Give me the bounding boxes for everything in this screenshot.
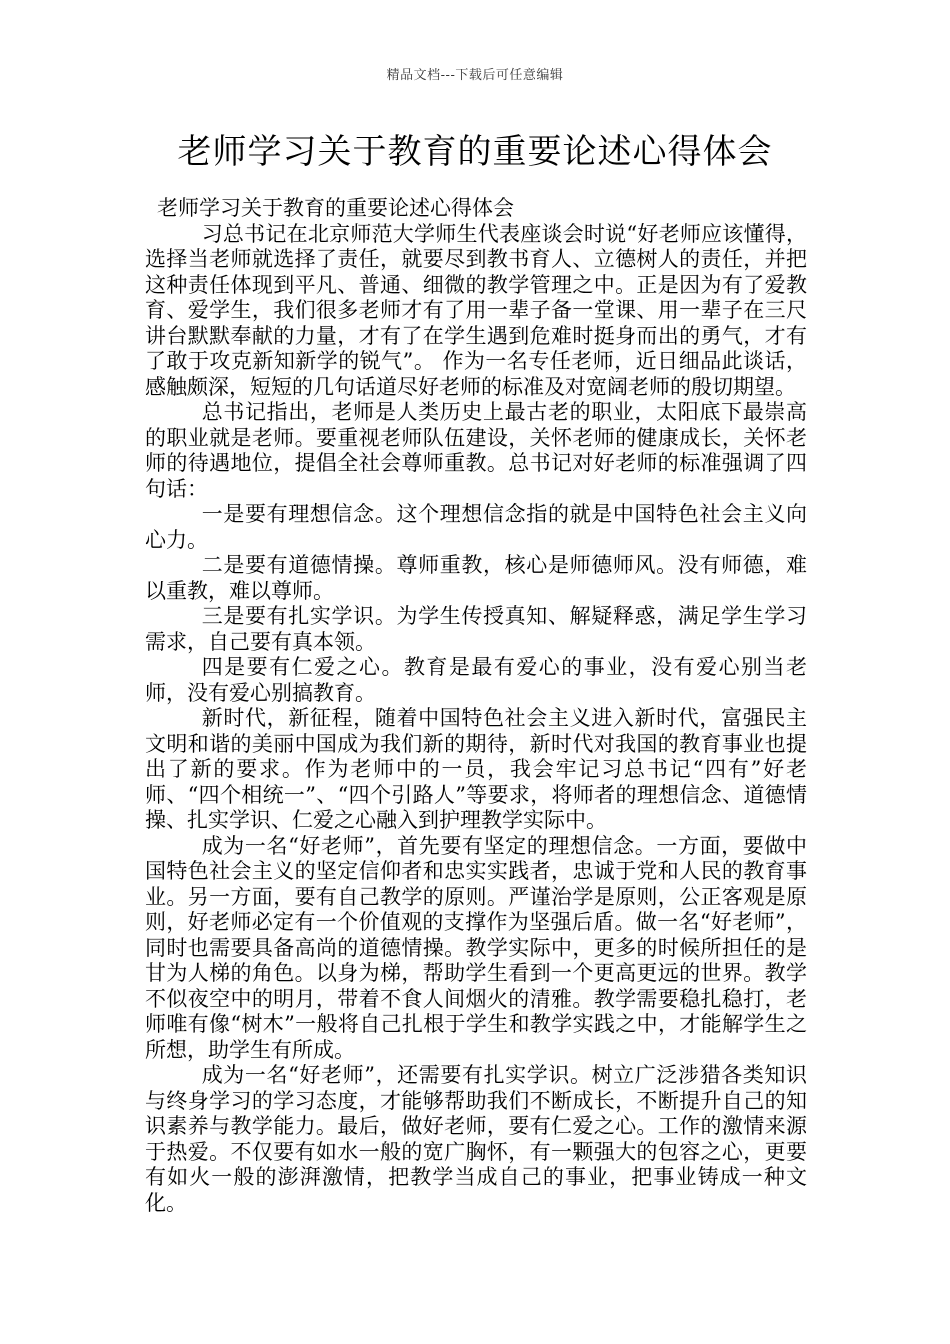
paragraph: 四是要有仁爱之心。教育是最有爱心的事业，没有爱心别当老师，没有爱心别搞教育。 (145, 655, 807, 705)
paragraph: 习总书记在北京师范大学师生代表座谈会时说“好老师应该懂得，选择当老师就选择了责任，就要尽到教书育人、立德树人的责任，并把这种责任体现到平凡、普通、细微的教学管理之中。正是因为有了爱教育、爱学生，我们很多老师才有了用一辈子备一堂课、用一辈子在三尺讲台默默奉献的力量，才有了在学生遇到危难时挺身而出的勇气，才有了敢于攻克新知新学的锐气”。 作为一名专任老师，近日细品此谈话，感触颇深，短短的几句话道尽好老师的标准及对宽阔老师的殷切期望。 (145, 221, 807, 399)
document-body (145, 196, 807, 1216)
paragraph: 二是要有道德情操。尊师重教，核心是师德师风。没有师德，难以重教，难以尊师。 (145, 553, 807, 603)
paragraph: 总书记指出，老师是人类历史上最古老的职业，太阳底下最崇高的职业就是老师。要重视老师队伍建设，关怀老师的健康成长，关怀老师的待遇地位，提倡全社会尊师重教。总书记对好老师的标准强调了四句话： (145, 400, 807, 501)
paragraph: 三是要有扎实学识。为学生传授真知、解疑释惑，满足学生学习需求，自己要有真本领。 (145, 604, 807, 654)
paragraph: 成为一名“好老师”，还需要有扎实学识。树立广泛涉猎各类知识与终身学习的学习态度，才能够帮助我们不断成长，不断提升自己的知识素养与教学能力。最后，做好老师，要有仁爱之心。工作的激情来源于热爱。不仅要有如水一般的宽广胸怀，有一颗强大的包容之心，更要有如火一般的澎湃激情，把教学当成自己的事业，把事业铸成一种文化。 (145, 1063, 807, 1215)
document-subtitle: 老师学习关于教育的重要论述心得体会 (157, 196, 514, 220)
paragraph: 成为一名“好老师”，首先要有坚定的理想信念。一方面，要做中国特色社会主义的坚定信仰者和忠实实践者，忠诚于党和人民的教育事业。另一方面，要有自己教学的原则。严谨治学是原则，公正客观是原则，好老师必定有一个价值观的支撑作为坚强后盾。做一名“好老师”，同时也需要具备高尚的道德情操。教学实际中，更多的时候所担任的是甘为人梯的角色。以身为梯，帮助学生看到一个更高更远的世界。教学不似夜空中的明月，带着不食人间烟火的清雅。教学需要稳扎稳打，老师唯有像“树木”一般将自己扎根于学生和教学实践之中，才能解学生之所想，助学生有所成。 (145, 833, 807, 1062)
paragraph: 一是要有理想信念。这个理想信念指的就是中国特色社会主义向心力。 (145, 502, 807, 552)
page-header-watermark: 精品文档---下载后可任意编辑 (386, 68, 564, 83)
document-title: 老师学习关于教育的重要论述心得体会 (177, 132, 773, 172)
paragraph: 新时代，新征程，随着中国特色社会主义进入新时代，富强民主文明和谐的美丽中国成为我们新的期待，新时代对我国的教育事业也提出了新的要求。作为老师中的一员，我会牢记习总书记“四有”好老师、“四个相统一”、“四个引路人”等要求，将师者的理想信念、道德情操、扎实学识、仁爱之心融入到护理教学实际中。 (145, 706, 807, 832)
